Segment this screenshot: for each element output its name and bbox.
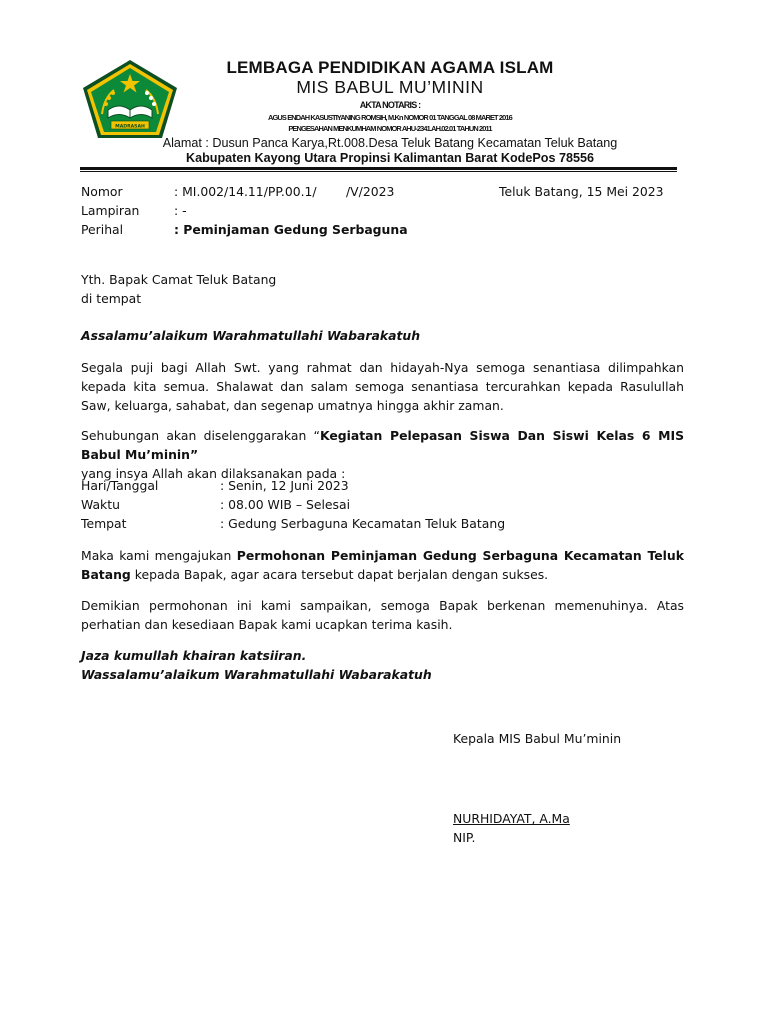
paragraph-request-tail: kepada Bapak, agar acara tersebut dapat berjalan dengan sukses. xyxy=(130,567,549,582)
closing-prayer: Jaza kumullah khairan katsiiran. xyxy=(81,648,307,663)
address-line-2: Kabupaten Kayong Utara Propinsi Kalimantan Barat KodePos 78556 xyxy=(185,151,594,165)
letterhead-rule-thick xyxy=(80,167,677,170)
nomor-value: : MI.002/14.11/PP.00.1/ xyxy=(174,184,317,199)
letterhead-rule-thin xyxy=(80,171,677,172)
schedule-time-label: Waktu xyxy=(81,497,120,512)
paragraph-event xyxy=(81,426,684,483)
paragraph-request-lead: Maka kami mengajukan xyxy=(81,548,237,563)
lampiran-value: : - xyxy=(174,203,187,218)
akta-line-1: AGUS ENDAH KASUSTIYANING ROMSIH, M.Kn NOMOR 01 TANGGAL 08 MARET 2016 xyxy=(268,113,512,122)
perihal-value: : Peminjaman Gedung Serbaguna xyxy=(174,222,408,237)
event-name: Kegiatan Pelepasan Siswa Dan Siswi Kelas 6 MIS Babul Mu’minin” xyxy=(81,428,685,462)
greeting: Assalamu’alaikum Warahmatullahi Wabarakatuh xyxy=(81,328,421,343)
nomor-label: Nomor xyxy=(81,184,123,199)
recipient-line-1: Yth. Bapak Camat Teluk Batang xyxy=(81,272,277,287)
akta-line-2: PENGESAHAN MENKUMHAM NOMOR AHU-2341.AH.02.01 TAHUN 2011 xyxy=(288,124,492,133)
school-name: MIS BABUL MU’MININ xyxy=(296,77,484,97)
schedule-place-label: Tempat xyxy=(81,516,127,531)
schedule-place-value: : Gedung Serbaguna Kecamatan Teluk Batang xyxy=(220,516,506,531)
schedule-time-value: : 08.00 WIB – Selesai xyxy=(220,497,351,512)
perihal-label: Perihal xyxy=(81,222,124,237)
nomor-suffix: /V/2023 xyxy=(346,184,395,199)
paragraph-closing: Demikian permohonan ini kami sampaikan, semoga Bapak berkenan memenuhinya. Atas perhatian dan kesediaan Bapak kami ucapkan terima kasih. xyxy=(81,598,684,632)
schedule-date-label: Hari/Tanggal xyxy=(81,478,159,493)
paragraph-opening: Segala puji bagi Allah Swt. yang rahmat dan hidayah-Nya semoga senantiasa dilimpahkan kepada kita semua. Shalawat dan salam semoga senantiasa tercurahkan kepada Rasulullah Saw, keluarga, sahabat, dan segenap umatnya hingga akhir zaman. xyxy=(81,360,684,413)
institution-name: LEMBAGA PENDIDIKAN AGAMA ISLAM xyxy=(226,58,554,77)
recipient-line-2: di tempat xyxy=(81,291,142,306)
signature-title: Kepala MIS Babul Mu’minin xyxy=(453,731,622,746)
schedule-date-value: : Senin, 12 Juni 2023 xyxy=(220,478,349,493)
logo-ribbon-text: MADRASAH xyxy=(115,124,145,130)
request-subject: Permohonan Peminjaman Gedung Serbaguna Kecamatan Teluk Batang xyxy=(81,548,684,582)
signature-nip: NIP. xyxy=(453,830,476,845)
paragraph-event-lead: Sehubungan akan diselenggarakan “ xyxy=(81,428,320,443)
place-date: Teluk Batang, 15 Mei 2023 xyxy=(499,184,664,199)
closing-salam: Wassalamu’alaikum Warahmatullahi Wabarakatuh xyxy=(81,667,432,682)
lampiran-label: Lampiran xyxy=(81,203,140,218)
paragraph-request xyxy=(81,546,684,584)
signature-name: NURHIDAYAT, A.Ma xyxy=(453,811,570,826)
paragraph-event-tail: yang insya Allah akan dilaksanakan pada : xyxy=(81,466,346,481)
address-line-1: Alamat : Dusun Panca Karya,Rt.008.Desa Teluk Batang Kecamatan Teluk Batang xyxy=(162,136,618,150)
akta-label: AKTA NOTARIS : xyxy=(359,100,421,110)
